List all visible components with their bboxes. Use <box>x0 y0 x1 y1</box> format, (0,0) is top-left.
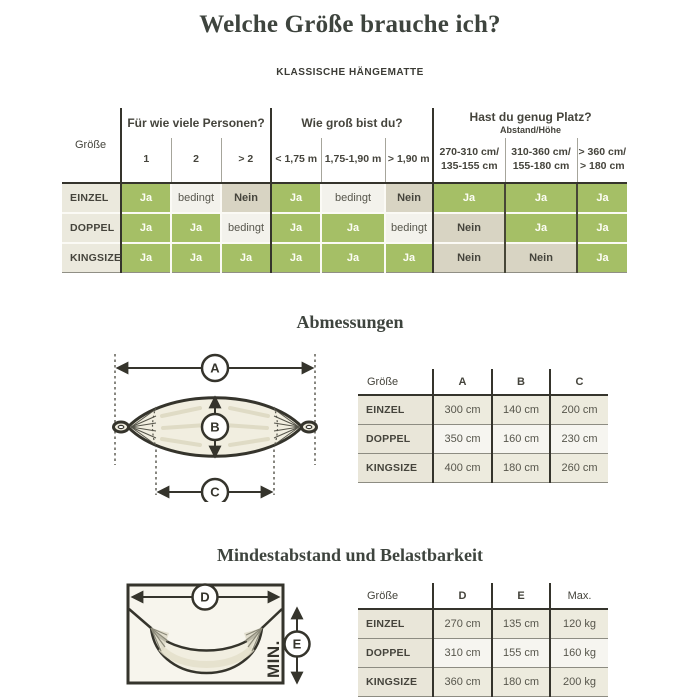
table-row <box>358 425 608 454</box>
section-heading-abmessungen: Abmessungen <box>296 312 404 332</box>
matrix-cell: Ja <box>505 213 577 243</box>
row-label: KINGSIZE <box>358 454 433 483</box>
matrix-cell: Ja <box>577 243 627 273</box>
column-header-175-190: 1,75-1,90 m <box>321 138 385 183</box>
value-cell: 310 cm <box>433 639 492 668</box>
value-cell: 160 cm <box>492 425 550 454</box>
group-sublabel: Abstand/Höhe <box>500 124 562 135</box>
table-row <box>358 668 608 697</box>
group-label: Für wie viele Personen? <box>127 115 265 130</box>
column-header-1-person: 1 <box>121 138 171 183</box>
row-label: KINGSIZE <box>62 243 121 273</box>
value-cell: 160 kg <box>550 639 608 668</box>
table-row <box>358 639 608 668</box>
value-cell: 135 cm <box>492 609 550 639</box>
column-header: A <box>433 369 492 395</box>
matrix-cell: Ja <box>321 213 385 243</box>
value-cell: 120 kg <box>550 609 608 639</box>
matrix-cell: Ja <box>577 213 627 243</box>
page-title: Welche Größe brauche ich? <box>199 11 501 38</box>
matrix-cell: Ja <box>121 243 171 273</box>
value-cell: 180 cm <box>492 668 550 697</box>
column-header-under-175: < 1,75 m <box>271 138 321 183</box>
page-subtitle: KLASSISCHE HÄNGEMATTE <box>276 67 424 78</box>
label-circle-b <box>202 414 228 440</box>
value-cell: 400 cm <box>433 454 492 483</box>
matrix-cell: Ja <box>171 243 221 273</box>
matrix-cell: Ja <box>321 243 385 273</box>
group-label: Hast du genug Platz? <box>469 110 592 125</box>
matrix-cell: Nein <box>433 243 505 273</box>
value-cell: 200 cm <box>550 395 608 425</box>
matrix-cell: Ja <box>433 183 505 213</box>
label-circle-e <box>285 632 310 657</box>
matrix-cell: Ja <box>271 243 321 273</box>
svg-text:D: D <box>200 589 210 605</box>
hammock-hanging-diagram <box>105 578 320 700</box>
svg-text:B: B <box>210 419 220 435</box>
min-height-label: MIN. <box>264 640 283 678</box>
column-header: D <box>433 583 492 609</box>
value-cell: 180 cm <box>492 454 550 483</box>
row-label: EINZEL <box>358 609 433 639</box>
value-cell: 140 cm <box>492 395 550 425</box>
matrix-cell: Ja <box>385 243 433 273</box>
row-label: KINGSIZE <box>358 668 433 697</box>
svg-text:C: C <box>210 484 220 500</box>
svg-text:A: A <box>210 360 220 376</box>
value-cell: 230 cm <box>550 425 608 454</box>
table-row-einzel <box>62 183 627 213</box>
group-header-persons <box>121 108 271 138</box>
end-loop-left <box>114 422 129 432</box>
table-row-kingsize <box>62 243 627 273</box>
group-header-height <box>271 108 433 138</box>
table-row-doppel <box>62 213 627 243</box>
column-header-2-persons: 2 <box>171 138 221 183</box>
matrix-cell: Ja <box>577 183 627 213</box>
matrix-cell: bedingt <box>221 213 271 243</box>
matrix-cell: Ja <box>271 213 321 243</box>
section-heading-belastbarkeit: Mindestabstand und Belastbarkeit <box>216 545 484 565</box>
size-guide-table <box>62 108 627 273</box>
label-circle-a <box>202 355 228 381</box>
matrix-cell: Ja <box>271 183 321 213</box>
matrix-cell: Ja <box>121 183 171 213</box>
row-label: EINZEL <box>62 183 121 213</box>
column-header: Max. <box>550 583 608 609</box>
column-header: C <box>550 369 608 395</box>
value-cell: 200 kg <box>550 668 608 697</box>
value-cell: 300 cm <box>433 395 492 425</box>
matrix-cell: bedingt <box>385 213 433 243</box>
value-cell: 270 cm <box>433 609 492 639</box>
label-circle-c <box>202 479 228 502</box>
column-header: E <box>492 583 550 609</box>
column-header: B <box>492 369 550 395</box>
matrix-cell: Ja <box>171 213 221 243</box>
row-label: DOPPEL <box>62 213 121 243</box>
column-header-more-persons: > 2 <box>221 138 271 183</box>
matrix-cell: Ja <box>505 183 577 213</box>
label-circle-d <box>193 585 218 610</box>
matrix-cell: Nein <box>385 183 433 213</box>
abmessungen-table <box>358 369 608 483</box>
column-header: Größe <box>358 369 433 395</box>
value-cell: 260 cm <box>550 454 608 483</box>
matrix-cell: Nein <box>433 213 505 243</box>
column-header-space-medium: 310-360 cm/ 155-180 cm <box>505 138 577 183</box>
matrix-cell: bedingt <box>171 183 221 213</box>
value-cell: 155 cm <box>492 639 550 668</box>
table-row <box>358 609 608 639</box>
table-row <box>358 395 608 425</box>
table-row <box>358 454 608 483</box>
row-label: EINZEL <box>358 395 433 425</box>
value-cell: 350 cm <box>433 425 492 454</box>
belastbarkeit-table <box>358 583 608 697</box>
group-header-space <box>433 108 627 138</box>
column-header-space-large: > 360 cm/ > 180 cm <box>577 138 627 183</box>
row-label: DOPPEL <box>358 425 433 454</box>
column-header-over-190: > 1,90 m <box>385 138 433 183</box>
matrix-cell: Nein <box>221 183 271 213</box>
matrix-cell: Ja <box>121 213 171 243</box>
matrix-cell: Ja <box>221 243 271 273</box>
column-header-space-small: 270-310 cm/ 135-155 cm <box>433 138 505 183</box>
column-header: Größe <box>358 583 433 609</box>
end-loop-right <box>302 422 317 432</box>
corner-header: Größe <box>62 108 121 183</box>
value-cell: 360 cm <box>433 668 492 697</box>
matrix-cell: bedingt <box>321 183 385 213</box>
svg-text:E: E <box>292 636 302 652</box>
row-label: DOPPEL <box>358 639 433 668</box>
matrix-cell: Nein <box>505 243 577 273</box>
hammock-top-view-diagram <box>104 352 328 502</box>
group-label: Wie groß bist du? <box>301 115 403 130</box>
